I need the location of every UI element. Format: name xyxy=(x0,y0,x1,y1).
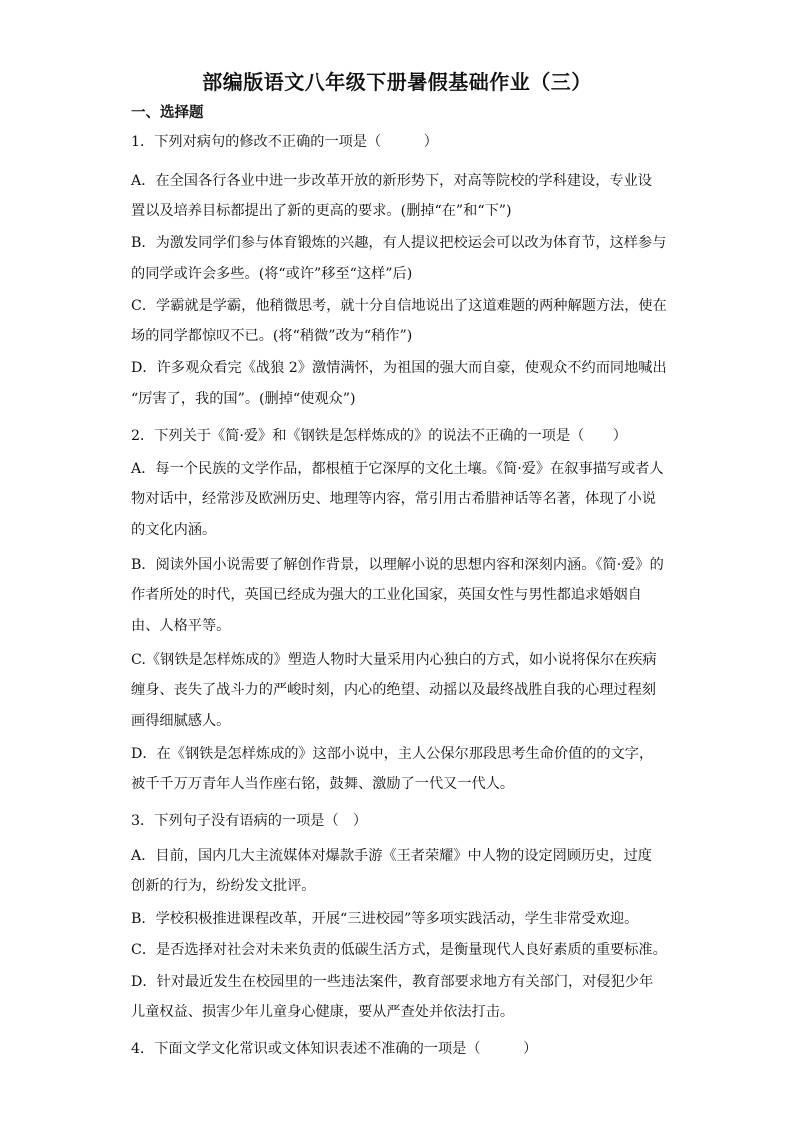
question-3-option-a-line-1: A．目前，国内几大主流媒体对爆款手游《王者荣耀》中人物的设定罔顾历史，过度 xyxy=(131,848,652,864)
question-3-option-a-line-2: 创新的行为，纷纷发文批评。 xyxy=(131,878,316,894)
question-2-option-b-line-1: B．阅读外国小说需要了解创作背景，以理解小说的思想内容和深刻内涵。《简·爱》的 xyxy=(131,557,664,573)
section-heading: 一、选择题 xyxy=(131,105,204,121)
question-3-option-c: C．是否选择对社会对未来负责的低碳生活方式，是衡量现代人良好素质的重要标准。 xyxy=(131,942,667,958)
question-2-option-c-line-3: 画得细腻感人。 xyxy=(131,713,231,729)
question-2-option-c-line-2: 缠身、丧失了战斗力的严峻时刻，内心的绝望、动摇以及最终战胜自我的心理过程刻 xyxy=(131,682,656,698)
question-1-option-b-line-1: B．为激发同学们参与体育锻炼的兴趣，有人提议把校运会可以改为体育节，这样参与 xyxy=(131,235,667,251)
question-1-stem: 1．下列对病句的修改不正确的一项是（ ） xyxy=(131,134,438,150)
page-title: 部编版语文八年级下册暑假基础作业（三） xyxy=(202,70,592,94)
question-2-stem: 2．下列关于《简·爱》和《钢铁是怎样炼成的》的说法不正确的一项是（ ） xyxy=(131,428,627,444)
question-2-option-a-line-2: 物对话中，经常涉及欧洲历史、地理等内容，常引用古希腊神话等名著，体现了小说 xyxy=(131,491,656,507)
question-1-option-a-line-1: A．在全国各行各业中进一步改革开放的新形势下，对高等院校的学科建设，专业设 xyxy=(131,173,652,189)
question-1-option-d-line-1: D．许多观众看完《战狼 2》激情满怀，为祖国的强大而自豪，使观众不约而同地喊出 xyxy=(131,360,667,376)
question-2-option-d-line-1: D．在《钢铁是怎样炼成的》这部小说中，主人公保尔那段思考生命价值的的文字， xyxy=(131,746,654,762)
question-3-option-d-line-1: D．针对最近发生在校园里的一些违法案件，教育部要求地方有关部门，对侵犯少年 xyxy=(131,974,654,990)
question-4-stem: 4．下面文学文化常识或文体知识表述不准确的一项是（ ） xyxy=(131,1041,538,1057)
question-2-option-c-line-1: C.《钢铁是怎样炼成的》塑造人物时大量采用内心独白的方式，如小说将保尔在疾病 xyxy=(131,652,657,668)
question-3-stem: 3．下列句子没有语病的一项是（ ） xyxy=(131,813,368,829)
question-3-option-d-line-2: 儿童权益、损害少年儿童身心健康，要从严查处并依法打击。 xyxy=(131,1004,515,1020)
question-1-option-c-line-1: C．学霸就是学霸，他稍微思考，就十分自信地说出了这道难题的两种解题方法，使在 xyxy=(131,298,667,314)
question-2-option-b-line-3: 由、人格平等。 xyxy=(131,618,231,634)
question-1-option-c-line-2: 场的同学都惊叹不已。(将“稍微”改为“稍作”) xyxy=(131,328,413,344)
question-1-option-d-line-2: “厉害了，我的国”。(删掉“使观众”) xyxy=(131,391,356,407)
question-1-option-b-line-2: 的同学或许会多些。(将“或许”移至“这样”后) xyxy=(131,266,413,282)
question-1-option-a-line-2: 置以及培养目标都提出了新的更高的要求。(删掉“在”和“下”) xyxy=(131,203,512,219)
question-2-option-a-line-1: A．每一个民族的文学作品，都根植于它深厚的文化土壤。《简·爱》在叙事描写或者人 xyxy=(131,461,664,477)
question-2-option-d-line-2: 被千千万万青年人当作座右铭，鼓舞、激励了一代又一代人。 xyxy=(131,776,515,792)
question-2-option-a-line-3: 的文化内涵。 xyxy=(131,522,217,538)
question-2-option-b-line-2: 作者所处的时代，英国已经成为强大的工业化国家，英国女性与男性都追求婚姻自 xyxy=(131,587,642,603)
question-3-option-b: B．学校积极推进课程改革，开展“三进校园”等多项实践活动，学生非常受欢迎。 xyxy=(131,911,639,927)
